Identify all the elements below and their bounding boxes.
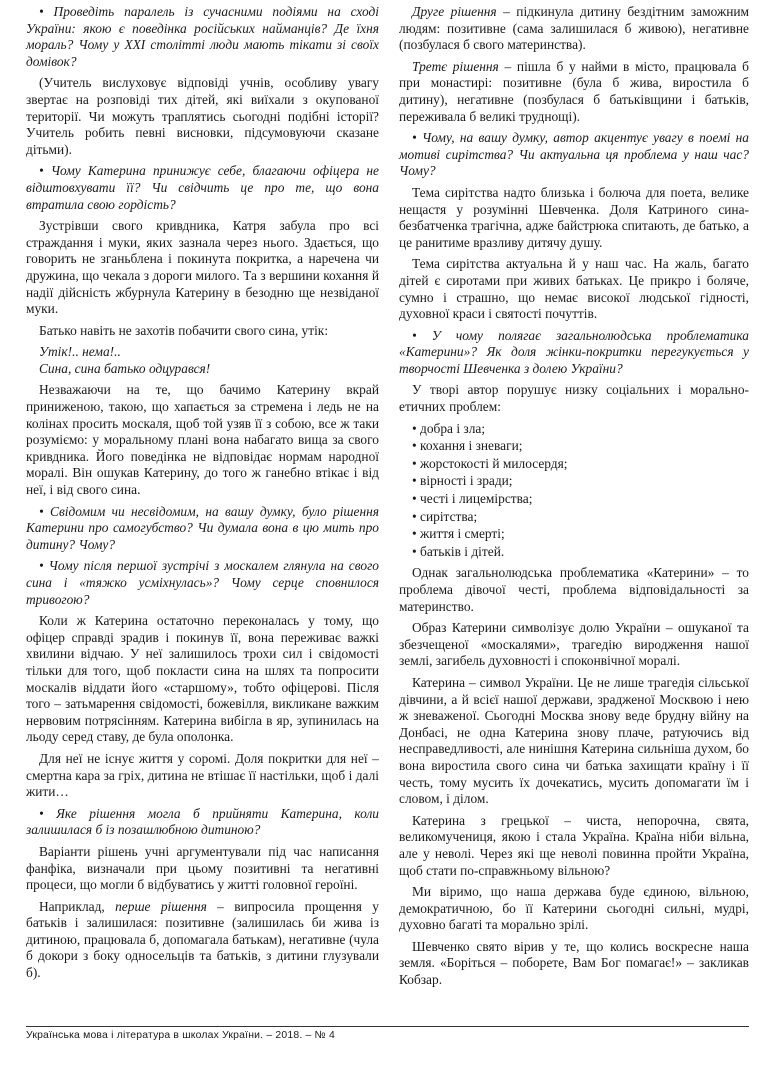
text-paragraph: Коли ж Катерина остаточно переконалась у тому, що офіцер справді зрадив і покинув її, вона переживає важкі хвилини відчаю. У неї залишилось трохи сил і свідомості тільки для того, щоб покласти сина на шлях та попросити москалів віддати його «старшому», тобто офіцерові. Після того – затьмарення свідомості, божевілля, викликане важким нервовим потрясінням. Катерина вибігла в яр, зупинилась на льоду серед ставу, де була ополонка. bbox=[26, 613, 379, 745]
verse-line: Утік!.. нема!.. bbox=[39, 344, 121, 360]
list-item: • честі і лицемірства; bbox=[412, 491, 533, 507]
question-paragraph: • У чому полягає загальнолюдська проблематика «Катерини»? Як доля жінки-покритки перегукується у творчості Шевченка з долею України? bbox=[399, 327, 749, 376]
text-paragraph: Катерина з грецької – чиста, непорочна, свята, великомучениця, якою і стала Україна. Країна ніби вільна, але у неволі. Через які ще неволі повинна пройти Україна, щоб стати по-справжньому вільною? bbox=[399, 812, 749, 878]
text-paragraph: Варіанти рішень учні аргументували під час написання фанфіка, визначали при цьому позитивні та негативні процеси, що могли б відбуватись у житті головної героїні. bbox=[26, 843, 379, 893]
text-paragraph: Ми віримо, що наша держава буде єдиною, вільною, демократичною, бо її Катерини сьогодні сильні, мудрі, духовно багаті та морально зрілі. bbox=[399, 884, 749, 933]
list-item: • добра і зла; bbox=[412, 420, 486, 436]
text-paragraph: Друге рішення – підкинула дитину бездітним заможним людям: позитивне (сама залишилася б живою), негативне (позбулася б свого материнства). bbox=[399, 4, 749, 53]
text-paragraph: Шевченко свято вірив у те, що колись воскресне наша земля. «Боріться – поборете, Вам Бог помагає!» – закликав Кобзар. bbox=[399, 938, 749, 988]
text-paragraph: Катерина – символ України. Це не лише трагедія сільської дівчини, а й всієї нашої держави, зрадженої Москвою і нею ж зневаженої. Сьогодні Москва знову веде брудну війну на Донбасі, не одна Катерина знову плаче, ратуючись від несправедливості, але нинішня Катерина сильніша духом, бо вона виростила свого сина чи батька захищати країну і її честь, тому мусить їх дочекатись, мусить допомагати їм і словом, і ділом. bbox=[399, 674, 749, 807]
list-item: • жорстокості й милосердя; bbox=[412, 455, 568, 471]
question-paragraph: • Яке рішення могла б прийняти Катерина, коли залишилася б із позашлюбною дитиною? bbox=[26, 805, 379, 838]
list-item: • кохання і зневаги; bbox=[412, 438, 523, 454]
text-paragraph: Тема сирітства надто близька і болюча для поета, велике нещастя у розумінні Шевченка. Доля Катриного сина-безбатченка трагічна, адже байстрюка спитають, де батько, а це ранитиме вразливу дитячу душу. bbox=[399, 184, 749, 250]
text-paragraph: Третє рішення – пішла б у найми в місто, працювала б при монастирі: позитивне (була б жива, виростила б дитину), негативне (позбулася б батьківщини і батьків, переживала б великі труднощі). bbox=[399, 58, 749, 124]
text-paragraph: У творі автор порушує низку соціальних і морально-етичних проблем: bbox=[399, 382, 749, 415]
text-paragraph: Наприклад, перше рішення – випросила прощення у батьків і залишилася: позитивне (залишилась би жива із дитиною, працювала б, допомагала батькам), негативне (чула б докори з боку односельців та батьків, з дитини глузували б). bbox=[26, 898, 380, 981]
verse-line: Сина, сина батько одцурався! bbox=[39, 360, 211, 376]
text-paragraph: Для неї не існує життя у соромі. Доля покритки для неї – смертна кара за гріх, дитина не втішає її настільки, щоб і далі жити… bbox=[26, 750, 379, 800]
question-paragraph: • Чому, на вашу думку, автор акцентує увагу в поемі на мотиві сирітства? Чи актуальна ця проблема у наш час? Чому? bbox=[399, 130, 749, 179]
list-item: • сирітства; bbox=[412, 508, 478, 524]
question-paragraph: • Чому після першої зустрічі з москалем глянула на свого сина і «тяжко усміхнулась»? Чому серце сповнилося тривогою? bbox=[26, 558, 379, 607]
text-paragraph: Зустрівши свого кривдника, Катря забула про всі страждання і муки, яких зазнала через нього. Здається, що говорить не зганьблена і покинута покритка, а наречена чи дружина, що чекала з дороги милого. Та з вершини кохання й надії дійсність жбурнула Катерину в безодню ще незвіданої муки. bbox=[26, 218, 379, 317]
list-item: • вірності і зради; bbox=[412, 473, 513, 489]
page-footer: Українська мова і література в школах України. – 2018. – № 4 bbox=[26, 1026, 749, 1041]
text-paragraph: Образ Катерини символізує долю України – ошуканої та збезчещеної «москалями», трагедію виродження нашої землі, загибель духовності і споконвічної моралі. bbox=[399, 620, 749, 669]
list-item: • батьків і дітей. bbox=[412, 543, 505, 559]
text-paragraph: Тема сирітства актуальна й у наш час. На жаль, багато дітей є сиротами при живих батьках. Це прикро і боляче, сумно і страшно, що немає високої людської гідності, духовної краси і святості почуттів. bbox=[399, 256, 749, 322]
text-paragraph: Батько навіть не захотів побачити свого сина, утік: bbox=[39, 322, 329, 338]
question-paragraph: • Проведіть паралель із сучасними подіями на сході України: якою є поведінка російських найманців? Де їхня мораль? Чому у XXI столітті люди мають тікати зі своїх домівок? bbox=[26, 4, 379, 69]
text-paragraph: Однак загальнолюдська проблематика «Катерини» – то проблема дівочої честі, проблема відповідальності за материнство. bbox=[399, 565, 749, 614]
right-column bbox=[399, 4, 749, 994]
question-paragraph: • Чому Катерина принижує себе, благаючи офіцера не відштовхувати її? Чи свідчить це про те, що вона втратила свою гордість? bbox=[26, 163, 379, 212]
text-paragraph: Незважаючи на те, що бачимо Катерину вкрай приниженою, такою, що хапається за стремена і ледь не на колінах просить москаля, щоб той узяв її з собою, все ж таки розуміємо: у моральному плані вона набагато вища за свого кривдника. Його поведінка не відповідає нормам народної моралі. Він ошукав Катерину, до того ж ганебно втікає і від неї, і від свого сина. bbox=[26, 382, 379, 498]
list-item: • життя і смерті; bbox=[412, 526, 505, 542]
question-paragraph: • Свідомим чи несвідомим, на вашу думку, було рішення Катерини про самогубство? Чи думала вона в цю мить про дитину? Чому? bbox=[26, 503, 379, 552]
left-column bbox=[26, 4, 379, 987]
text-paragraph: (Учитель вислуховує відповіді учнів, особливу увагу звертає на розповіді тих дітей, які виїхали з окупованої території. Чи можуть траплятись сьогодні подібні історії? Учитель робить певні висновки, підсумовуючи сказане дітьми). bbox=[26, 75, 379, 157]
